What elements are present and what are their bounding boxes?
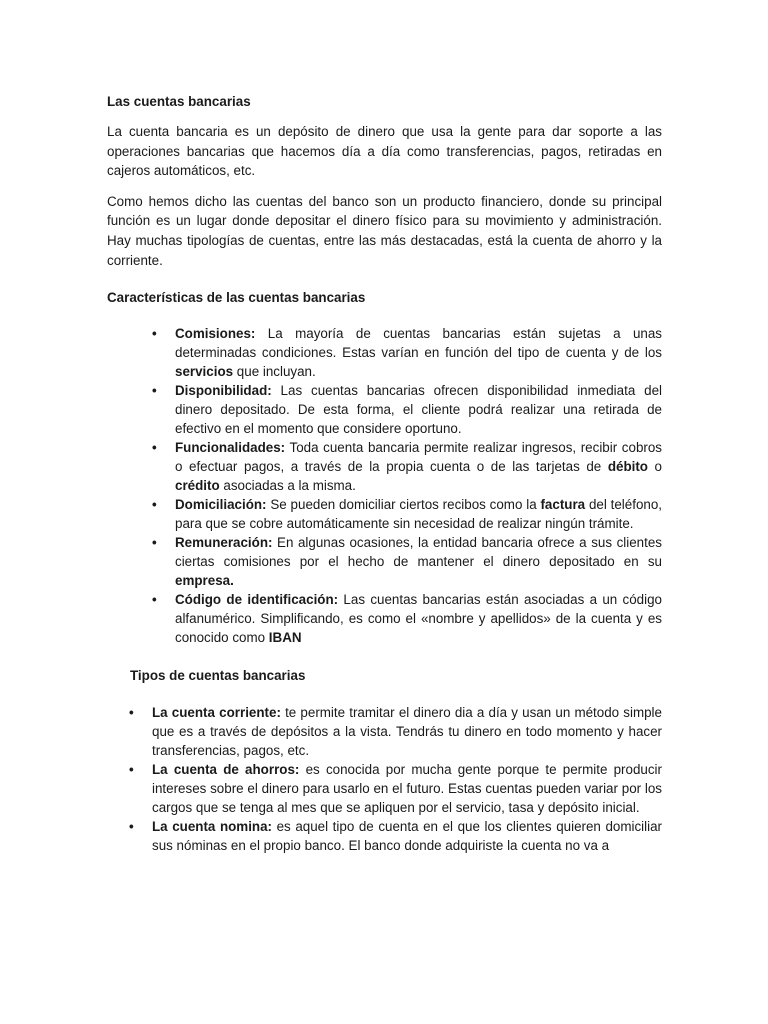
item-term: Funcionalidades: [175, 440, 286, 456]
bullet-icon: • [152, 383, 157, 399]
list-item [152, 590, 662, 647]
bullet-icon: • [129, 705, 134, 721]
types-heading: Tipos de cuentas bancarias [130, 668, 306, 684]
bullet-icon: • [129, 762, 134, 778]
intro-paragraph: La cuenta bancaria es un depósito de dinero que usa la gente para dar soporte a las operaciones bancarias que hacemos día a día como transferencias, pagos, retiradas en cajeros automáticos, etc. [107, 124, 662, 179]
document-body [107, 92, 662, 855]
item-emphasis: servicios [175, 364, 234, 380]
document-title: Las cuentas bancarias [107, 94, 251, 109]
characteristics-heading: Características de las cuentas bancarias [107, 290, 366, 306]
item-emphasis: empresa. [175, 573, 234, 589]
item-emphasis: factura [540, 497, 586, 513]
types-list [129, 703, 662, 855]
item-text: o [647, 459, 662, 475]
item-emphasis: IBAN [268, 630, 302, 646]
item-term: Disponibilidad: [175, 383, 272, 399]
item-term: Remuneración: [175, 535, 273, 551]
bullet-icon: • [152, 592, 157, 608]
characteristics-list [152, 324, 662, 647]
list-item [152, 324, 662, 381]
item-term: Domiciliación: [175, 497, 267, 513]
item-term: La cuenta de ahorros: [152, 762, 300, 778]
item-text: La mayoría de cuentas bancarias están sujetas a unas determinadas condiciones. Estas varían en función del tipo de cuenta y de los [175, 326, 662, 361]
item-text: es conocida por mucha gente porque te permite producir intereses sobre el dinero para usarlo en el futuro. Estas cuentas pueden variar por los cargos que se tenga al mes que se apliquen por el servicio, tasa y depósito inicial. [152, 762, 662, 816]
item-term: La cuenta corriente: [152, 705, 281, 721]
list-item [152, 438, 662, 495]
list-item [152, 533, 662, 590]
item-term: Código de identificación: [175, 592, 339, 608]
item-emphasis: débito [607, 459, 648, 475]
item-text: es aquel tipo de cuenta en el que los clientes quieren domiciliar sus nóminas en el propio banco. El banco donde adquiriste la cuenta no va a [152, 819, 662, 854]
bullet-icon: • [152, 440, 157, 456]
list-item [129, 817, 662, 855]
item-text: En algunas ocasiones, la entidad bancaria ofrece a sus clientes ciertas comisiones por el hecho de mantener el dinero depositado en su [175, 535, 662, 570]
item-term: Comisiones: [175, 326, 256, 342]
bullet-icon: • [152, 326, 157, 342]
bullet-icon: • [129, 819, 134, 835]
list-item [129, 703, 662, 760]
bullet-icon: • [152, 535, 157, 551]
list-item [129, 760, 662, 817]
list-item [152, 495, 662, 533]
bullet-icon: • [152, 497, 157, 513]
item-text: te permite tramitar el dinero dia a día y usan un método simple que es a través de depósitos a la vista. Tendrás tu dinero en todo momento y hacer transferencias, pagos, etc. [152, 705, 662, 759]
item-text: que incluyan. [233, 364, 316, 380]
item-text: del teléfono, para que se cobre automáticamente sin necesidad de realizar ningún trámite. [175, 497, 663, 532]
item-text: Toda cuenta bancaria permite realizar ingresos, recibir cobros o efectuar pagos, a través de la propia cuenta o de las tarjetas de [175, 440, 662, 475]
item-text: Las cuentas bancarias están asociadas a un código alfanumérico. Simplificando, es como el «nombre y apellidos» de la cuenta y es conocido como [175, 592, 662, 646]
item-emphasis: crédito [175, 478, 220, 494]
item-term: La cuenta nomina: [152, 819, 273, 835]
intro-paragraph: Como hemos dicho las cuentas del banco son un producto financiero, donde su principal función es un lugar donde depositar el dinero físico para su movimiento y administración. Hay muchas tipologías de cuentas, entre las más destacadas, está la cuenta de ahorro y la corriente. [107, 193, 662, 268]
item-text: asociadas a la misma. [219, 478, 356, 494]
list-item [152, 381, 662, 438]
item-text: Las cuentas bancarias ofrecen disponibilidad inmediata del dinero depositado. De esta forma, el cliente podrá realizar una retirada de efectivo en el momento que considere oportuno. [175, 383, 662, 437]
item-text: Se pueden domiciliar ciertos recibos como la [266, 497, 541, 513]
